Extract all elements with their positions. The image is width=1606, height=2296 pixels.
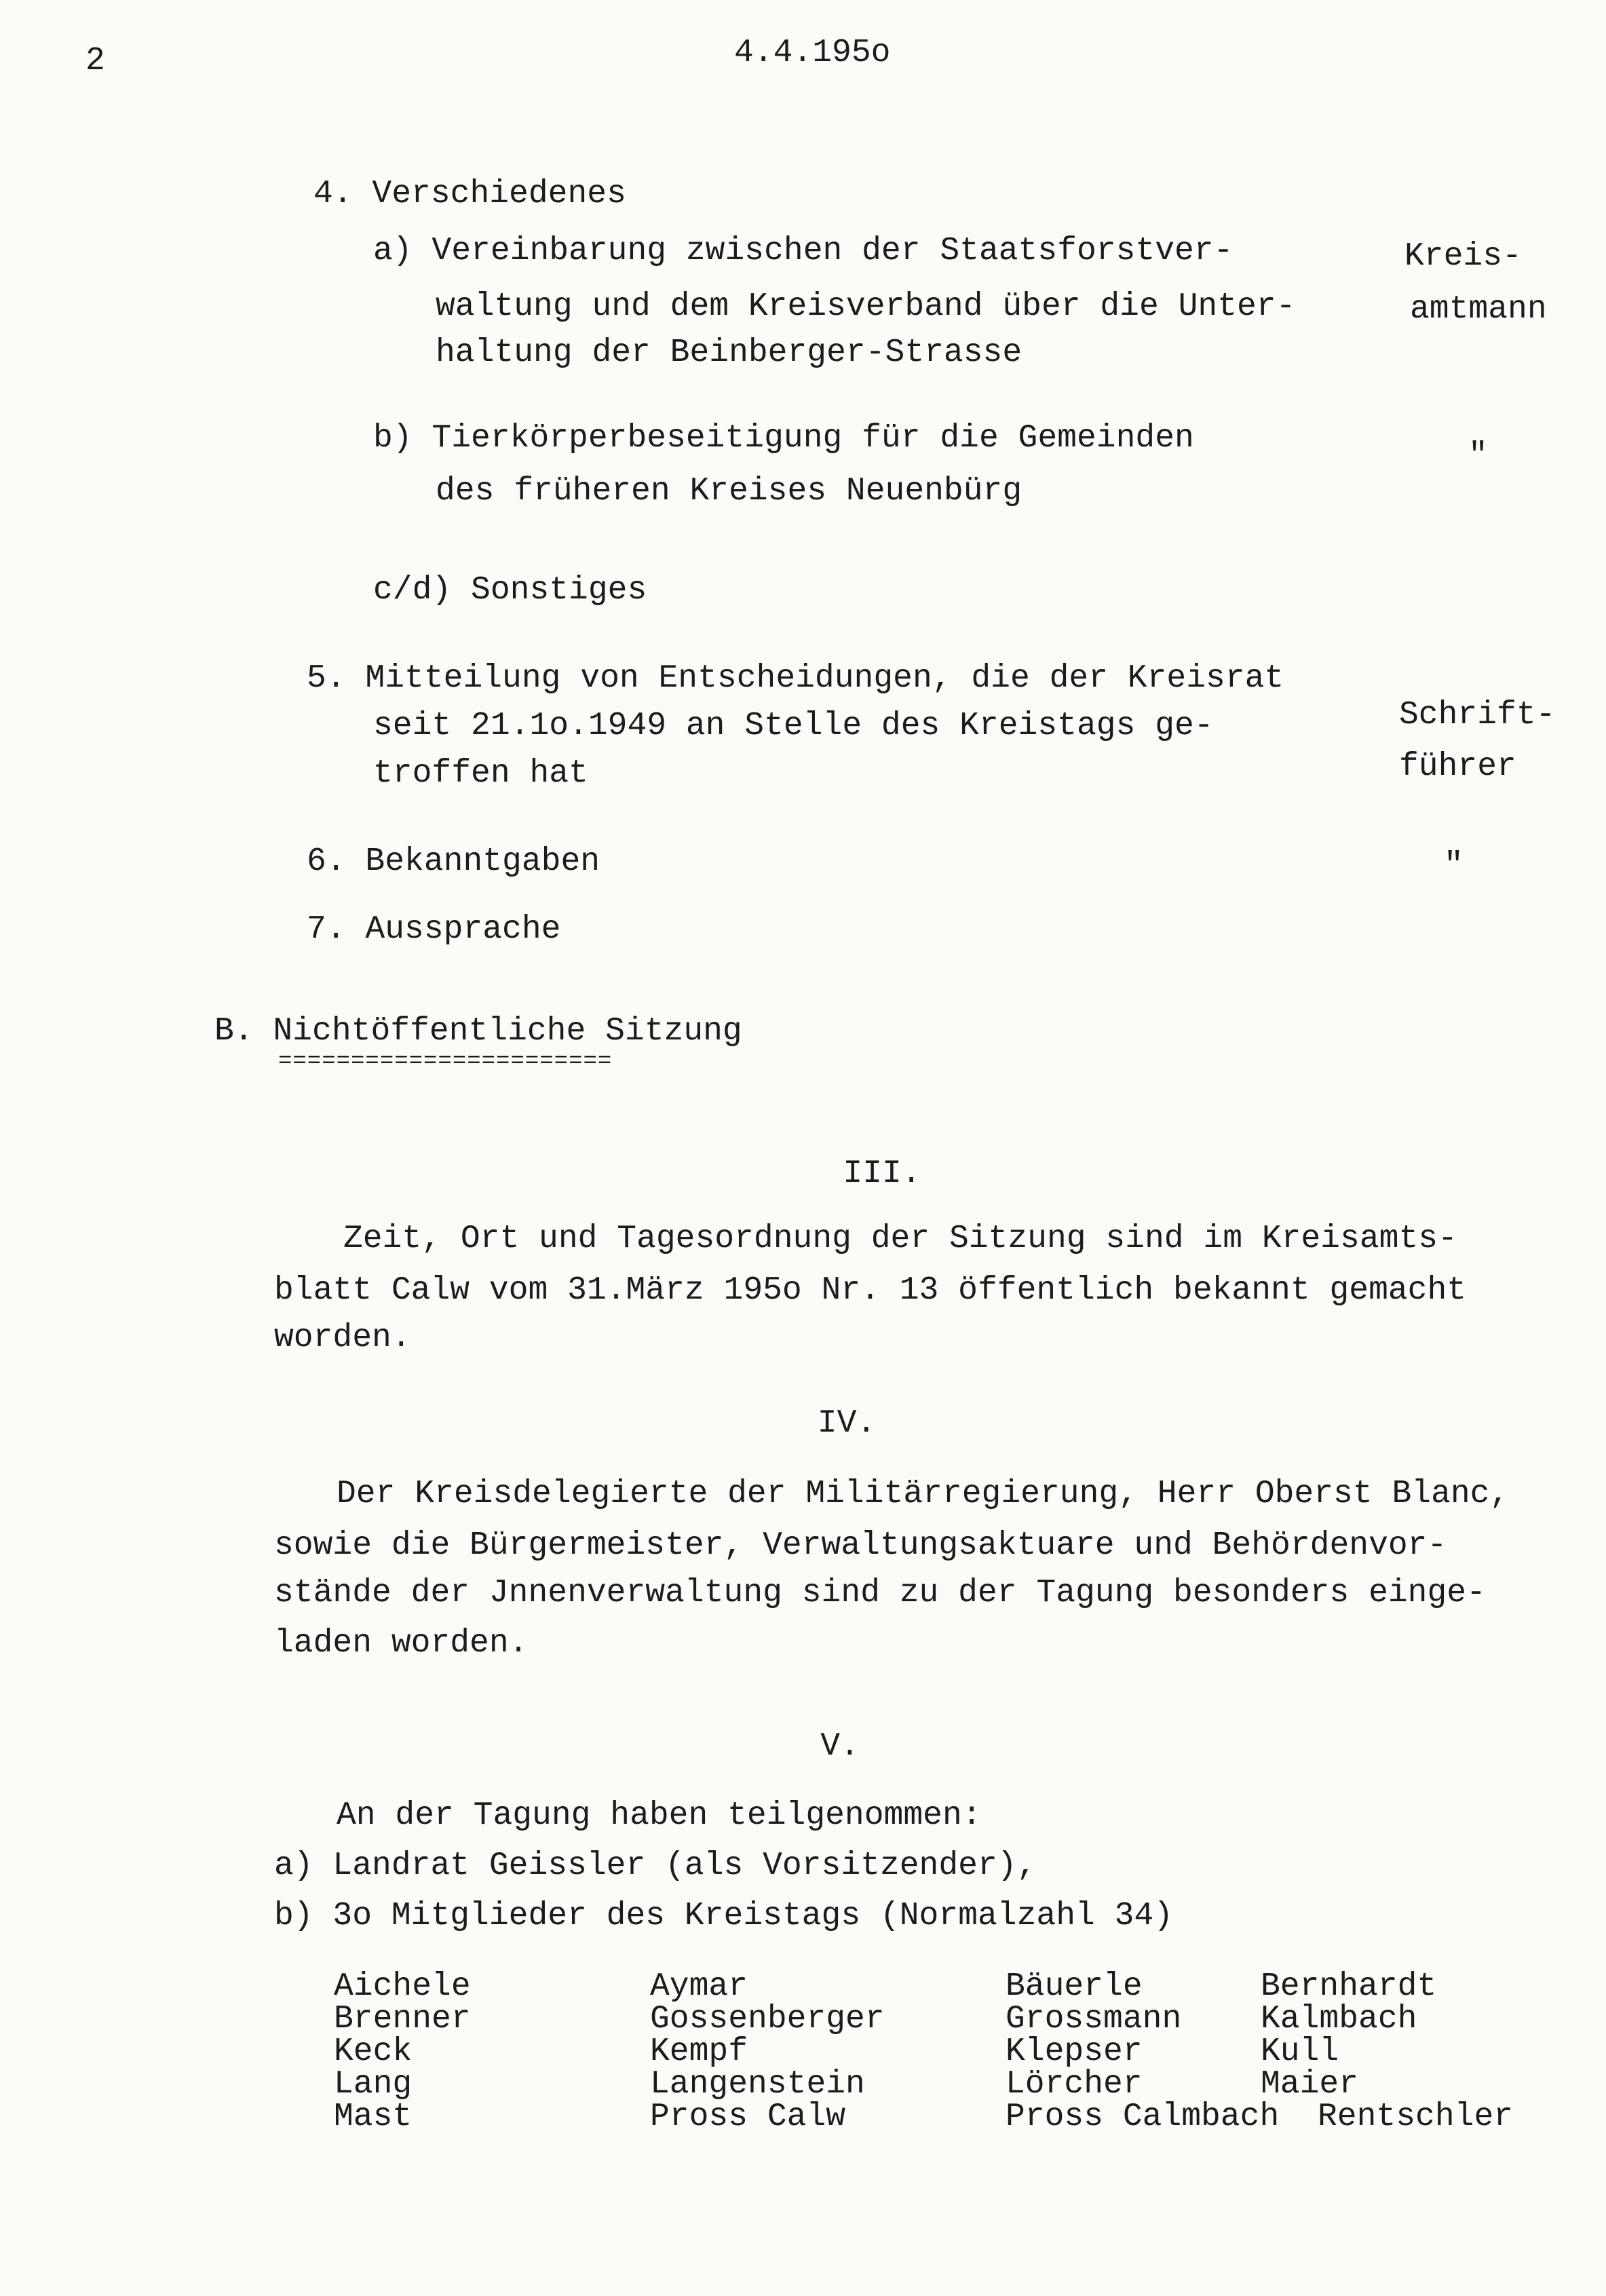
- section4-item-a-line3: haltung der Beinberger-Strasse: [436, 334, 1022, 371]
- member-name: Brenner: [334, 2001, 471, 2037]
- member-name: Keck: [334, 2033, 413, 2070]
- section7-label: 7. Aussprache: [307, 911, 561, 948]
- section5-line2: seit 21.1o.1949 an Stelle des Kreistags ge-: [373, 708, 1214, 744]
- page-number: 2: [85, 43, 105, 79]
- section4-item-a-line2: waltung und dem Kreisverband über die Unter-: [436, 288, 1296, 325]
- section-b-title: B. Nichtöffentliche Sitzung: [214, 1013, 742, 1050]
- roman-iv-line4: laden worden.: [274, 1625, 529, 1662]
- member-name: Gossenberger: [650, 2001, 885, 2037]
- section4-item-b-line2: des früheren Kreises Neuenbürg: [436, 473, 1022, 510]
- section5-responsible-1: Schrift-: [1399, 697, 1556, 733]
- member-name: Lang: [334, 2066, 413, 2103]
- roman-v-intro: An der Tagung haben teilgenommen:: [337, 1797, 982, 1834]
- roman-iii-numeral: III.: [843, 1155, 921, 1192]
- section4-heading: 4. Verschiedenes: [313, 176, 626, 212]
- section5-responsible-2: führer: [1399, 748, 1516, 785]
- section4-item-a-line1: a) Vereinbarung zwischen der Staatsforstver-: [373, 233, 1234, 269]
- section-b-underline: =======================: [278, 1049, 613, 1075]
- member-name: Bäuerle: [1006, 1968, 1143, 2005]
- member-name: Kalmbach: [1261, 2001, 1417, 2037]
- member-name: Aichele: [334, 1968, 471, 2005]
- roman-iii-line1: Zeit, Ort und Tagesordnung der Sitzung sind im Kreisamts-: [343, 1221, 1457, 1257]
- section4-item-cd: c/d) Sonstiges: [373, 572, 647, 609]
- roman-iv-line1: Der Kreisdelegierte der Militärregierung, Herr Oberst Blanc,: [337, 1476, 1510, 1512]
- roman-v-item-b: b) 3o Mitglieder des Kreistags (Normalzahl 34): [274, 1898, 1174, 1934]
- member-name: Langenstein: [650, 2066, 865, 2103]
- roman-iv-numeral: IV.: [817, 1405, 877, 1442]
- member-name: Klepser: [1006, 2033, 1143, 2070]
- roman-iv-line2: sowie die Bürgermeister, Verwaltungsaktuare und Behördenvor-: [274, 1527, 1447, 1564]
- section4-item-b-line1: b) Tierkörperbeseitigung für die Gemeinden: [373, 420, 1194, 457]
- member-name: Aymar: [650, 1968, 748, 2005]
- member-name: Kempf: [650, 2033, 748, 2070]
- section4-item-b-ditto: ": [1468, 438, 1488, 474]
- member-name: Bernhardt: [1261, 1968, 1437, 2005]
- member-name: Pross Calmbach: [1006, 2099, 1280, 2135]
- document-date: 4.4.195o: [734, 35, 891, 71]
- roman-v-item-a: a) Landrat Geissler (als Vorsitzender),: [274, 1848, 1037, 1884]
- section5-line1: 5. Mitteilung von Entscheidungen, die der Kreisrat: [307, 660, 1284, 697]
- member-name: Mast: [334, 2099, 413, 2135]
- roman-iv-line3: stände der Jnnenverwaltung sind zu der Tagung besonders einge-: [274, 1575, 1486, 1611]
- section6-ditto: ": [1444, 847, 1464, 884]
- roman-iii-line2: blatt Calw vom 31.März 195o Nr. 13 öffentlich bekannt gemacht: [274, 1272, 1467, 1309]
- member-name: Lörcher: [1006, 2066, 1143, 2103]
- member-name: Pross Calw: [650, 2099, 846, 2135]
- member-name: Rentschler: [1318, 2099, 1514, 2135]
- member-name: Grossmann: [1006, 2001, 1182, 2037]
- member-name: Kull: [1261, 2033, 1339, 2070]
- roman-iii-line3: worden.: [274, 1320, 411, 1356]
- roman-v-numeral: V.: [820, 1728, 860, 1765]
- section4-item-a-responsible-2: amtmann: [1410, 291, 1547, 328]
- member-name: Maier: [1261, 2066, 1359, 2103]
- section5-line3: troffen hat: [373, 755, 588, 792]
- section6-label: 6. Bekanntgaben: [307, 843, 600, 880]
- section4-item-a-responsible-1: Kreis-: [1404, 238, 1522, 275]
